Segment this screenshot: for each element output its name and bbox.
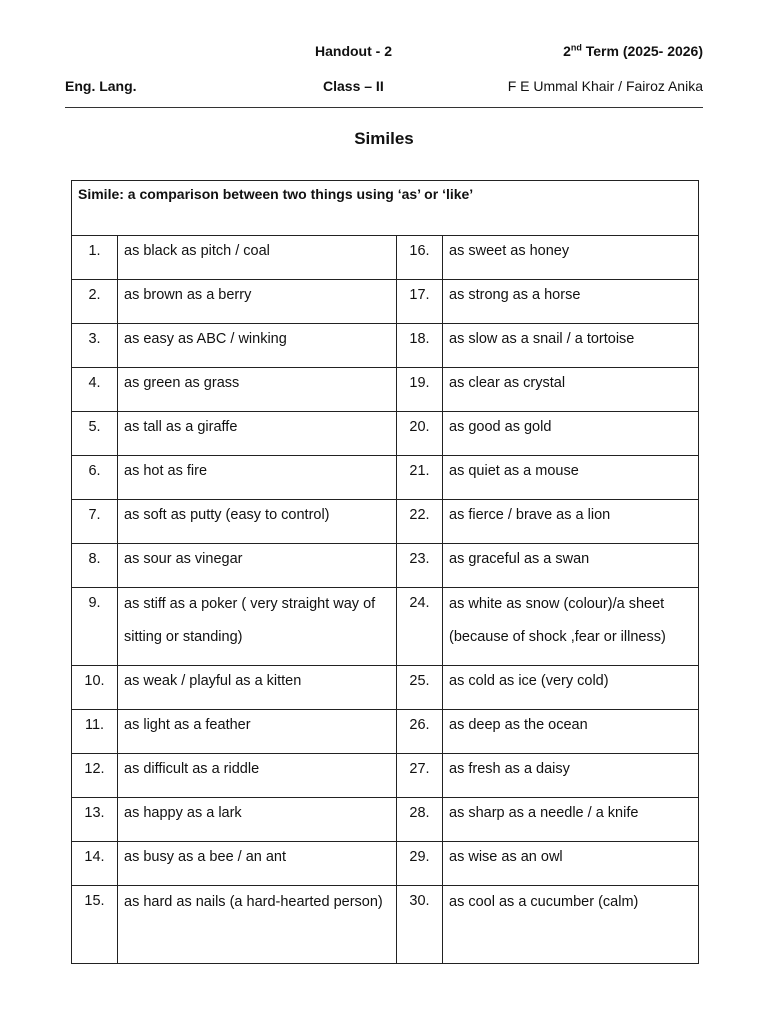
simile-number: 2. [72, 280, 118, 324]
simile-text: as sour as vinegar [118, 544, 397, 588]
simile-text: as strong as a horse [443, 280, 699, 324]
simile-number: 16. [397, 236, 443, 280]
simile-number: 13. [72, 798, 118, 842]
table-row [72, 842, 699, 886]
simile-text: as deep as the ocean [443, 710, 699, 754]
header-divider [65, 107, 703, 108]
simile-text: as hot as fire [118, 456, 397, 500]
simile-text: as green as grass [118, 368, 397, 412]
simile-text: as clear as crystal [443, 368, 699, 412]
simile-text: as easy as ABC / winking [118, 324, 397, 368]
table-row [72, 500, 699, 544]
simile-number: 20. [397, 412, 443, 456]
simile-text: as happy as a lark [118, 798, 397, 842]
simile-number: 12. [72, 754, 118, 798]
simile-text: as tall as a giraffe [118, 412, 397, 456]
simile-text: as sharp as a needle / a knife [443, 798, 699, 842]
term-label [563, 43, 703, 59]
class-label: Class – II [323, 78, 384, 94]
table-row [72, 236, 699, 280]
simile-number: 5. [72, 412, 118, 456]
simile-text: as difficult as a riddle [118, 754, 397, 798]
table-row [72, 798, 699, 842]
simile-number: 17. [397, 280, 443, 324]
simile-number: 7. [72, 500, 118, 544]
simile-number: 4. [72, 368, 118, 412]
simile-number: 10. [72, 666, 118, 710]
simile-number: 1. [72, 236, 118, 280]
simile-number: 25. [397, 666, 443, 710]
simile-number: 8. [72, 544, 118, 588]
simile-number: 30. [397, 886, 443, 964]
simile-number: 6. [72, 456, 118, 500]
simile-text: as weak / playful as a kitten [118, 666, 397, 710]
table-row [72, 280, 699, 324]
simile-text: as stiff as a poker ( very straight way of sitting or standing) [118, 588, 397, 666]
simile-text: as brown as a berry [118, 280, 397, 324]
simile-text: as good as gold [443, 412, 699, 456]
simile-text: as busy as a bee / an ant [118, 842, 397, 886]
simile-number: 9. [72, 588, 118, 666]
table-row [72, 456, 699, 500]
term-suffix: nd [570, 42, 582, 53]
table-row [72, 368, 699, 412]
simile-number: 22. [397, 500, 443, 544]
table-row [72, 412, 699, 456]
simile-text: as slow as a snail / a tortoise [443, 324, 699, 368]
simile-number: 14. [72, 842, 118, 886]
simile-text: as cool as a cucumber (calm) [443, 886, 699, 964]
simile-text: as soft as putty (easy to control) [118, 500, 397, 544]
simile-text: as white as snow (colour)/a sheet (because of shock ,fear or illness) [443, 588, 699, 666]
simile-number: 26. [397, 710, 443, 754]
term-rest: Term (2025- 2026) [581, 43, 703, 59]
simile-number: 3. [72, 324, 118, 368]
simile-text: as black as pitch / coal [118, 236, 397, 280]
table-row [72, 710, 699, 754]
simile-text: as wise as an owl [443, 842, 699, 886]
table-row [72, 754, 699, 798]
table-row [72, 544, 699, 588]
simile-text: as quiet as a mouse [443, 456, 699, 500]
definition-text: Simile: a comparison between two things using ‘as’ or ‘like’ [72, 181, 699, 236]
simile-number: 11. [72, 710, 118, 754]
table-row [72, 588, 699, 666]
simile-text: as light as a feather [118, 710, 397, 754]
header-row-top [65, 43, 703, 63]
header-row-bottom [65, 78, 703, 98]
simile-number: 24. [397, 588, 443, 666]
term-ordinal: 2 [563, 43, 571, 59]
page-title: Similes [354, 129, 414, 148]
table-row [72, 324, 699, 368]
table-row [72, 886, 699, 964]
simile-number: 15. [72, 886, 118, 964]
table-row [72, 666, 699, 710]
similes-table [71, 180, 699, 964]
simile-text: as fresh as a daisy [443, 754, 699, 798]
simile-number: 23. [397, 544, 443, 588]
simile-text: as fierce / brave as a lion [443, 500, 699, 544]
subject-label: Eng. Lang. [65, 78, 137, 94]
simile-text: as sweet as honey [443, 236, 699, 280]
simile-number: 21. [397, 456, 443, 500]
simile-number: 29. [397, 842, 443, 886]
simile-text: as cold as ice (very cold) [443, 666, 699, 710]
handout-label: Handout - 2 [315, 43, 392, 59]
simile-number: 19. [397, 368, 443, 412]
simile-number: 18. [397, 324, 443, 368]
definition-row [72, 181, 699, 236]
simile-number: 28. [397, 798, 443, 842]
simile-text: as hard as nails (a hard-hearted person) [118, 886, 397, 964]
teachers-label: F E Ummal Khair / Fairoz Anika [507, 78, 703, 94]
simile-text: as graceful as a swan [443, 544, 699, 588]
simile-number: 27. [397, 754, 443, 798]
